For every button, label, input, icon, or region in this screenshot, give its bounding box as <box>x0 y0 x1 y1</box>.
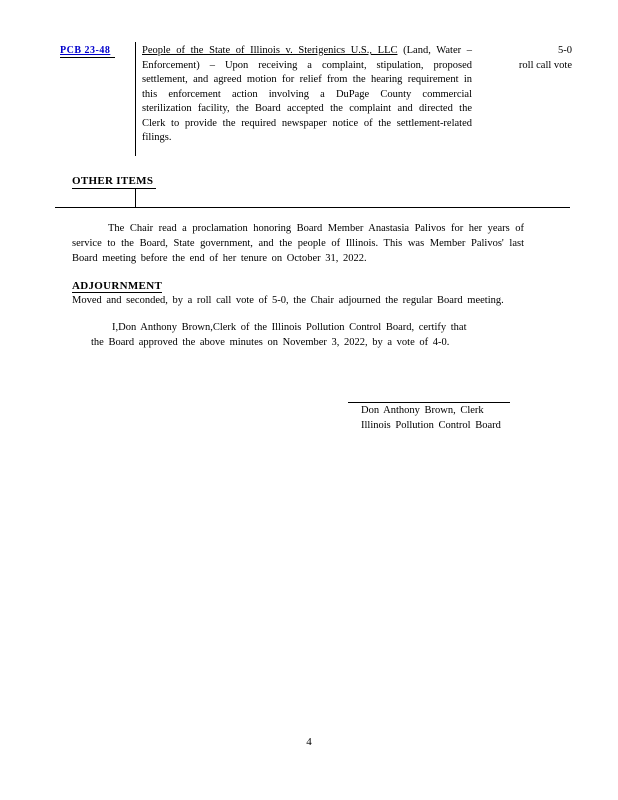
signature-org: Illinois Pollution Control Board <box>361 419 501 431</box>
section-rule <box>55 207 570 208</box>
signature-block <box>361 404 561 433</box>
page-number: 4 <box>306 736 312 748</box>
case-number-link[interactable]: PCB 23-48 <box>60 45 111 56</box>
certification-line-2: the Board approved the above minutes on November 3, 2022, by a vote of 4-0. <box>91 337 450 348</box>
case-title: People of the State of Illinois v. Sterigenics U.S., LLC <box>142 45 398 56</box>
vote-type: roll call vote <box>518 59 572 71</box>
other-items-heading: OTHER ITEMS <box>72 175 154 187</box>
case-description: (Land, Water –Enforcement) – Upon receiving a complaint, stipulation, proposed settlement, and agreed motion for relief from the hearing requirement in this enforcement action involving a DuPage County commercial sterilization facility, the Board accepted the complaint and directed the Clerk to provide the required newspaper notice of the settlement-related filings. <box>142 45 472 143</box>
case-number-underline <box>60 57 115 58</box>
table-divider <box>135 42 136 156</box>
adjournment-text: Moved and seconded, by a roll call vote of 5-0, the Chair adjourned the regular Board meeting. <box>72 295 504 306</box>
signature-line <box>348 402 510 403</box>
vote-cell <box>490 44 572 73</box>
signature-name: Don Anthony Brown, Clerk <box>361 405 484 416</box>
case-entry <box>142 44 472 146</box>
certification-line-1: I,Don Anthony Brown,Clerk of the Illinois Pollution Control Board, certify that <box>112 322 467 333</box>
other-items-underline <box>72 188 156 189</box>
vote-count: 5-0 <box>558 45 572 56</box>
other-items-text: The Chair read a proclamation honoring Board Member Anastasia Palivos for her years of service to the Board, State government, and the people of Illinois. This was Member Palivos' last Board meeting before the end of her tenure on October 31, 2022. <box>72 223 524 264</box>
other-items-divider <box>135 188 136 207</box>
adjournment-heading: ADJOURNMENT <box>72 280 163 292</box>
